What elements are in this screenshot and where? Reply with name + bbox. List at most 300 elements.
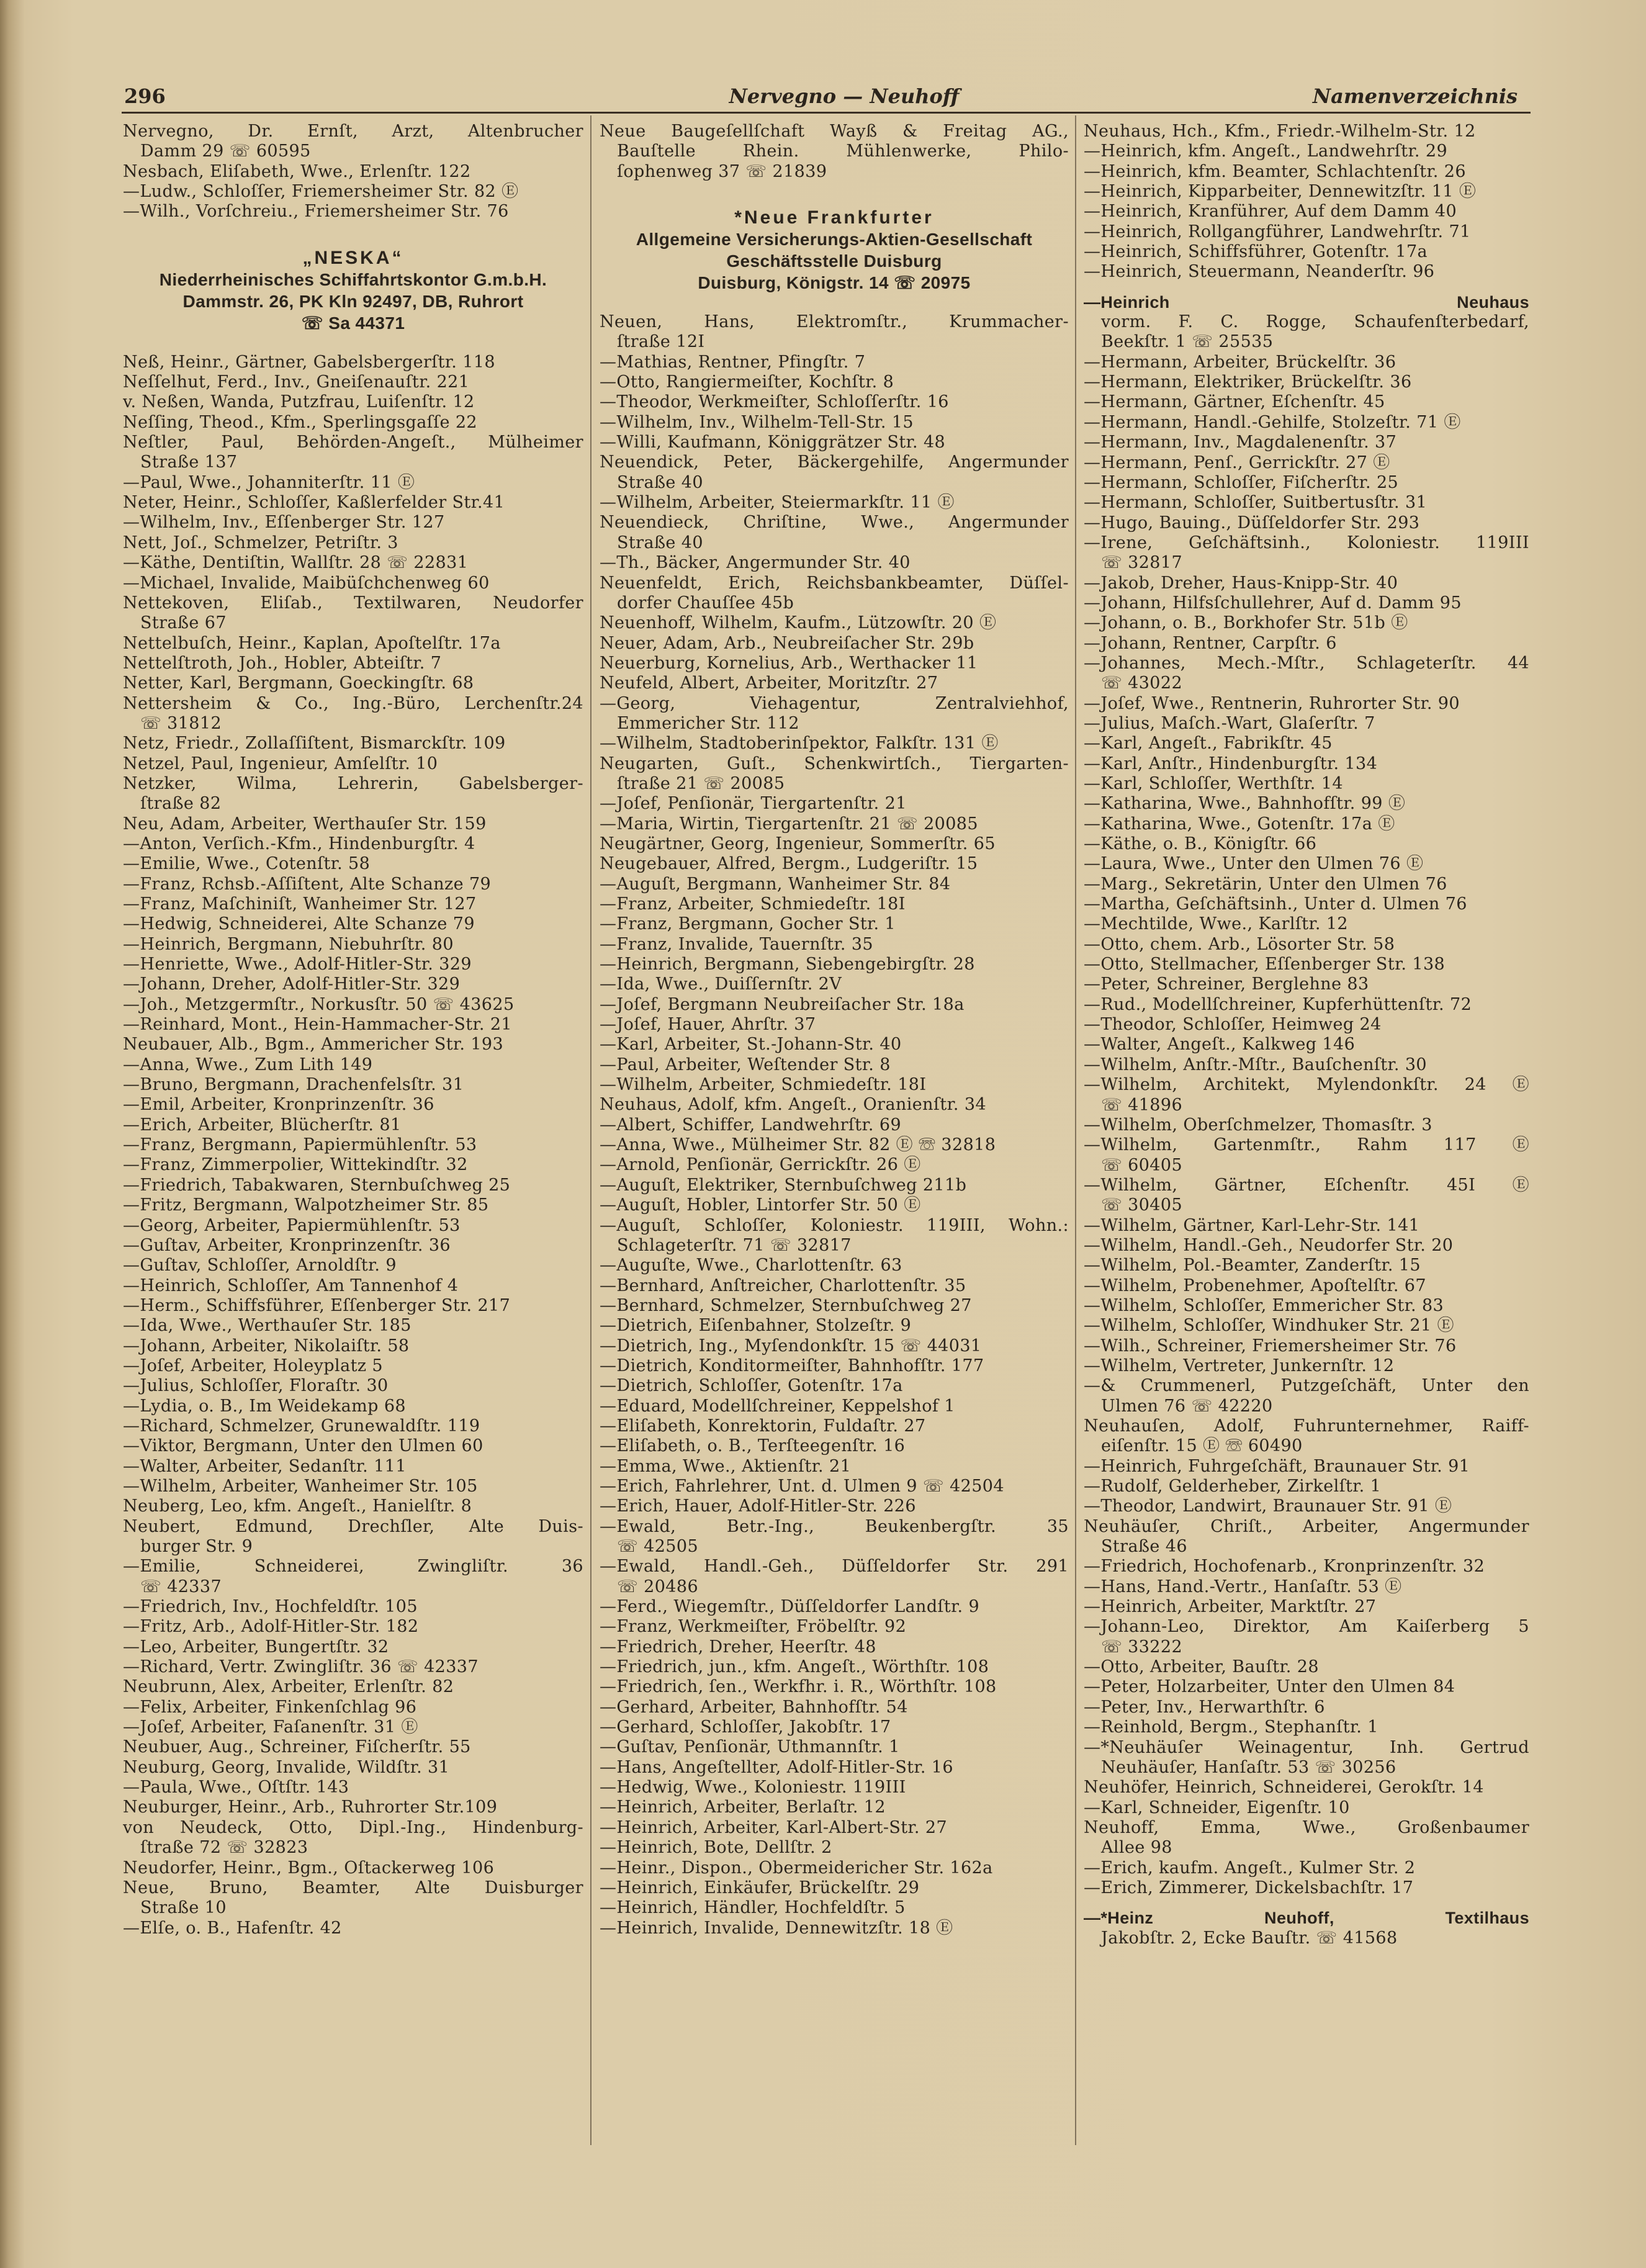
entry-line: —Fritz, Arb., Adolf-Hitler-Str. 182 — [123, 1617, 419, 1637]
directory-entry — [1084, 142, 1529, 161]
directory-entry — [1084, 1597, 1529, 1617]
directory-entry — [600, 1898, 1069, 1918]
entry-line: —Wilhelm, Handl.-Geh., Neudorfer Str. 20 — [1084, 1235, 1454, 1255]
entry-line: —Guſtav, Schloſſer, Arnoldſtr. 9 — [123, 1256, 397, 1276]
entry-continuation-line: ☏ 42505 — [617, 1537, 699, 1556]
directory-entry — [600, 854, 1069, 874]
entry-line: —Eliſabeth, o. B., Terſteegenſtr. 16 — [600, 1436, 906, 1456]
entry-line: —Hedwig, Wwe., Koloniestr. 119III — [600, 1778, 906, 1798]
entry-line: Neuberg, Leo, kfm. Angeſt., Hanielſtr. 8 — [123, 1496, 472, 1516]
directory-entry — [1084, 1015, 1529, 1035]
entry-line: —Laura, Wwe., Unter den Ulmen 76 Ⓔ — [1084, 854, 1424, 874]
directory-entry — [1084, 1908, 1529, 1948]
entry-line: —Theodor, Werkmeiſter, Schloſſerſtr. 16 — [600, 392, 949, 412]
directory-entry — [600, 613, 1069, 633]
directory-entry — [600, 1256, 1069, 1276]
entry-line: —Elſe, o. B., Hafenſtr. 42 — [123, 1918, 342, 1938]
entry-line: —Otto, Arbeiter, Bauſtr. 28 — [1084, 1657, 1319, 1677]
directory-entry — [600, 1436, 1069, 1456]
entry-line: —Marg., Sekretärin, Unter den Ulmen 76 — [1084, 874, 1447, 894]
entry-line: —Wilhelm, Schloſſer, Windhuker Str. 21 Ⓔ — [1084, 1316, 1454, 1336]
directory-entry — [123, 694, 583, 734]
entry-line: —Maria, Wirtin, Tiergartenſtr. 21 ☏ 20085 — [600, 814, 978, 834]
directory-entry — [1084, 774, 1529, 794]
entry-continuation-line: Emmericher Str. 112 — [617, 713, 800, 733]
directory-entry — [600, 1376, 1069, 1396]
entry-line: —Heinrich, Rollgangführer, Landwehrſtr. 71 — [1084, 222, 1471, 241]
directory-entry — [1084, 1557, 1529, 1577]
entry-continuation-line: ſtraße 82 — [140, 794, 222, 814]
directory-entry — [600, 1737, 1069, 1757]
directory-entry — [123, 1597, 583, 1617]
directory-entry — [1084, 593, 1529, 613]
entry-line: —Friedrich, Tabakwaren, Sternbuſchweg 25 — [123, 1175, 511, 1195]
directory-entry — [123, 854, 583, 874]
entry-line: —Felix, Arbeiter, Finkenſchlag 96 — [123, 1697, 417, 1717]
entry-line: —Ewald, Betr.-Ing., Beukenbergſtr. 35 — [600, 1516, 1069, 1536]
directory-entry — [1084, 1698, 1529, 1717]
entry-continuation-line: Straße 10 — [140, 1898, 227, 1918]
directory-entry — [123, 1517, 583, 1557]
entry-continuation-line: Allgemeine Versicherungs-Aktien-Gesellschaft — [636, 230, 1033, 250]
entry-line: Neuhaus, Hch., Kfm., Friedr.-Wilhelm-Str. 12 — [1084, 122, 1476, 141]
directory-entry — [600, 634, 1069, 654]
directory-entry — [1084, 1035, 1529, 1055]
directory-entry — [600, 122, 1069, 182]
directory-entry — [123, 1035, 583, 1055]
directory-entry — [123, 533, 583, 553]
directory-entry — [123, 914, 583, 934]
entry-line: Neudorfer, Heinr., Bgm., Oſtackerweg 106 — [123, 1858, 495, 1878]
directory-entry — [1084, 1336, 1529, 1356]
directory-entry — [600, 914, 1069, 934]
entry-line: —Walter, Arbeiter, Sedanſtr. 111 — [123, 1456, 407, 1476]
directory-entry — [600, 1216, 1069, 1256]
entry-line: —Heinrich, Schloſſer, Am Tannenhof 4 — [123, 1276, 459, 1295]
directory-entry — [123, 955, 583, 974]
directory-entry — [1084, 974, 1529, 994]
directory-entry — [123, 1376, 583, 1396]
directory-entry — [1084, 1376, 1529, 1416]
directory-entry — [600, 1818, 1069, 1838]
directory-entry — [1084, 473, 1529, 493]
entry-line: v. Neßen, Wanda, Putzfrau, Luiſenſtr. 12 — [123, 392, 475, 412]
directory-entry — [1084, 995, 1529, 1015]
entry-line: Neubert, Edmund, Drechſler, Alte Duis- — [123, 1516, 583, 1536]
entry-line: —Heinrich, Arbeiter, Karl-Albert-Str. 27 — [600, 1817, 948, 1837]
directory-entry — [123, 1216, 583, 1236]
directory-entry — [1084, 654, 1529, 694]
entry-line: —Hermann, Penſ., Gerrickſtr. 27 Ⓔ — [1084, 452, 1390, 472]
directory-entry — [123, 1397, 583, 1416]
entry-line: —Johann, Arbeiter, Nikolaiſtr. 58 — [123, 1336, 410, 1356]
entry-line: —Dietrich, Konditormeiſter, Bahnhofſtr. 177 — [600, 1356, 984, 1375]
entry-line: —Joſef, Wwe., Rentnerin, Ruhrorter Str. 90 — [1084, 693, 1460, 713]
directory-entry — [123, 1878, 583, 1919]
directory-entry — [123, 1296, 583, 1316]
directory-entry — [1084, 1717, 1529, 1737]
entry-line: —Franz, Rchsb.-Aſſiſtent, Alte Schanze 79 — [123, 874, 492, 894]
entry-line: —Dietrich, Eiſenbahner, Stolzeſtr. 9 — [600, 1316, 912, 1336]
directory-entry — [600, 1496, 1069, 1516]
directory-entry — [123, 1457, 583, 1477]
directory-entry — [123, 935, 583, 955]
entry-line: —Th., Bäcker, Angermunder Str. 40 — [600, 553, 911, 573]
directory-entry — [1084, 1316, 1529, 1336]
directory-entry — [123, 1717, 583, 1737]
entry-line: Neuhauſen, Adolf, Fuhrunternehmer, Raiff- — [1084, 1416, 1529, 1436]
entry-continuation-line: ☏ 30405 — [1101, 1195, 1183, 1215]
entry-line: Neuhäuſer, Chriſt., Arbeiter, Angermunder — [1084, 1516, 1529, 1536]
directory-entry — [1084, 574, 1529, 593]
entry-line: —Richard, Schmelzer, Grunewaldſtr. 119 — [123, 1416, 480, 1436]
entry-line: —Karl, Angeſt., Fabrikſtr. 45 — [1084, 734, 1333, 754]
directory-entry — [123, 593, 583, 634]
entry-line: —Viktor, Bergmann, Unter den Ulmen 60 — [123, 1436, 483, 1456]
directory-entry — [123, 834, 583, 854]
entry-continuation-line: Straße 137 — [140, 452, 238, 472]
directory-entry — [600, 794, 1069, 814]
entry-line: —Karl, Anſtr., Hindenburgſtr. 134 — [1084, 754, 1378, 773]
directory-entry — [123, 1256, 583, 1276]
directory-entry — [1084, 1577, 1529, 1597]
entry-line: —Wilhelm, Gartenmſtr., Rahm 117 Ⓔ — [1084, 1135, 1529, 1155]
directory-entry — [1084, 1216, 1529, 1236]
directory-entry — [600, 1296, 1069, 1316]
entry-line: —Otto, Stellmacher, Eſſenberger Str. 138 — [1084, 955, 1446, 974]
directory-entry — [600, 433, 1069, 452]
entry-line: —Ludw., Schloſſer, Friemersheimer Str. 82 Ⓔ — [123, 182, 519, 202]
entry-line: —Mechtilde, Wwe., Karlſtr. 12 — [1084, 914, 1348, 934]
directory-entry — [1084, 242, 1529, 262]
directory-entry — [1084, 453, 1529, 473]
directory-entry — [123, 754, 583, 774]
entry-line: —Karl, Arbeiter, St.-Johann-Str. 40 — [600, 1035, 902, 1055]
directory-entry — [600, 413, 1069, 433]
entry-line: —Heinrich, Arbeiter, Berlaſtr. 12 — [600, 1798, 886, 1817]
directory-entry — [1084, 372, 1529, 392]
entry-line: —Friedrich, ſen., Werkfhr. i. R., Wörthſtr. 108 — [600, 1677, 997, 1697]
entry-line: —Reinhold, Bergm., Stephanſtr. 1 — [1084, 1717, 1378, 1737]
entry-line: —Wilhelm, Vertreter, Junkernſtr. 12 — [1084, 1356, 1395, 1375]
entry-line: Neue, Bruno, Beamter, Alte Duisburger — [123, 1878, 583, 1897]
directory-entry — [1084, 1176, 1529, 1216]
directory-entry — [600, 312, 1069, 353]
directory-entry — [1084, 262, 1529, 282]
entry-line: —Albert, Schiffer, Landwehrſtr. 69 — [600, 1115, 902, 1135]
entry-line: —Hermann, Schloſſer, Fiſcherſtr. 25 — [1084, 472, 1399, 492]
entry-line: —Hermann, Arbeiter, Brückelſtr. 36 — [1084, 352, 1396, 372]
entry-line: —Eliſabeth, Konrektorin, Fuldaſtr. 27 — [600, 1416, 926, 1436]
entry-line: Netzker, Wilma, Lehrerin, Gabelsberger- — [123, 773, 583, 793]
entry-line: —Wilhelm, Gärtner, Karl-Lehr-Str. 141 — [1084, 1215, 1420, 1235]
directory-entry — [600, 1276, 1069, 1296]
entry-line: —Hans, Hand.-Vertr., Hanſaſtr. 53 Ⓔ — [1084, 1577, 1402, 1596]
entry-line: —Joh., Metzgermſtr., Norkusſtr. 50 ☏ 43625 — [123, 994, 515, 1014]
entry-line: —Emilie, Schneiderei, Zwingliſtr. 36 — [123, 1557, 583, 1577]
entry-line: —Auguſt, Elektriker, Sternbuſchweg 211b — [600, 1175, 967, 1195]
directory-entry — [1084, 202, 1529, 222]
directory-entry — [123, 1798, 583, 1817]
directory-entry — [123, 1015, 583, 1035]
directory-entry — [600, 1336, 1069, 1356]
entry-line: —Wilh., Schreiner, Friemersheimer Str. 76 — [1084, 1336, 1457, 1356]
entry-line: —Bruno, Bergmann, Drachenfelsſtr. 31 — [123, 1075, 464, 1095]
directory-entry — [123, 413, 583, 433]
directory-entry — [600, 1477, 1069, 1496]
directory-entry — [1084, 854, 1529, 874]
directory-entry — [600, 392, 1069, 412]
entry-line: —Wilhelm, Inv., Wilhelm-Tell-Str. 15 — [600, 412, 914, 432]
entry-continuation-line: Dammstr. 26, PK Kln 92497, DB, Ruhrort — [182, 291, 524, 311]
entry-continuation-line: ☏ 43022 — [1101, 673, 1183, 693]
entry-line: —Theodor, Landwirt, Braunauer Str. 91 Ⓔ — [1084, 1496, 1452, 1516]
entry-line: —Dietrich, Ing., Myſendonkſtr. 15 ☏ 44031 — [600, 1336, 982, 1356]
entry-line: Neter, Heinr., Schloſſer, Kaßlerfelder Str.41 — [123, 493, 505, 513]
section-title: Namenverzeichnis — [1312, 84, 1518, 108]
entry-line: —Joſef, Bergmann Neubreiſacher Str. 18a — [600, 994, 965, 1014]
entry-line: —Richard, Vertr. Zwingliſtr. 36 ☏ 42337 — [123, 1657, 479, 1677]
entry-line: Neß, Heinr., Gärtner, Gabelsbergerſtr. 118 — [123, 352, 495, 372]
directory-entry — [1084, 794, 1529, 814]
directory-entry — [123, 1055, 583, 1075]
directory-entry — [123, 122, 583, 162]
entry-line: —Karl, Schneider, Eigenſtr. 10 — [1084, 1798, 1350, 1817]
directory-entry — [123, 1477, 583, 1496]
entry-line: —Heinrich Neuhaus — [1084, 292, 1529, 312]
entry-line: —Heinrich, Fuhrgeſchäft, Braunauer Str. 91 — [1084, 1456, 1470, 1476]
entry-line: Neufeld, Albert, Arbeiter, Moritzſtr. 27 — [600, 673, 938, 693]
directory-column-2 — [600, 122, 1069, 1938]
entry-line: Neubuer, Aug., Schreiner, Fiſcherſtr. 55 — [123, 1737, 471, 1757]
entry-line: —Erich, kaufm. Angeſt., Kulmer Str. 2 — [1084, 1858, 1416, 1878]
directory-entry — [1084, 222, 1529, 242]
entry-continuation-line: ☏ 42337 — [140, 1577, 222, 1596]
directory-entry — [1084, 1135, 1529, 1176]
entry-continuation-line: Beekſtr. 1 ☏ 25535 — [1101, 332, 1274, 352]
entry-line: Nettekoven, Eliſab., Textilwaren, Neudorfer — [123, 593, 583, 613]
entry-line: —Gerhard, Arbeiter, Bahnhofſtr. 54 — [600, 1697, 908, 1717]
entry-line: —Heinrich, Einkäufer, Brückelſtr. 29 — [600, 1878, 920, 1897]
entry-line: Neubrunn, Alex, Arbeiter, Erlenſtr. 82 — [123, 1677, 454, 1697]
directory-entry — [123, 392, 583, 412]
directory-entry — [1084, 433, 1529, 452]
directory-entry — [600, 1557, 1069, 1597]
entry-line: —Wilhelm, Inv., Eſſenberger Str. 127 — [123, 513, 445, 533]
directory-entry — [600, 353, 1069, 372]
directory-entry — [600, 814, 1069, 834]
entry-line: Neuen, Hans, Elektromſtr., Krummacher- — [600, 312, 1069, 332]
entry-line: —Anna, Wwe., Mülheimer Str. 82 Ⓔ ☏ 32818 — [600, 1135, 996, 1155]
directory-entry — [600, 1035, 1069, 1055]
directory-column-3 — [1084, 122, 1529, 1948]
entry-line: Nesbach, Eliſabeth, Wwe., Erlenſtr. 122 — [123, 161, 471, 181]
entry-continuation-line: eiſenſtr. 15 Ⓔ ☏ 60490 — [1101, 1436, 1303, 1456]
entry-line: —Wilhelm, Arbeiter, Steiermarkſtr. 11 Ⓔ — [600, 493, 955, 513]
entry-line: —Gerhard, Schloſſer, Jakobſtr. 17 — [600, 1717, 891, 1737]
entry-line: —Bernhard, Anſtreicher, Charlottenſtr. 35 — [600, 1276, 966, 1295]
entry-line: —Auguſt, Schloſſer, Koloniestr. 119III, Wohn.: — [600, 1215, 1069, 1235]
entry-continuation-line: ☏ 33222 — [1101, 1637, 1183, 1657]
entry-line: —Erich, Hauer, Adolf-Hitler-Str. 226 — [600, 1496, 916, 1516]
entry-line: Neugärtner, Georg, Ingenieur, Sommerſtr. 65 — [600, 834, 996, 853]
directory-entry — [600, 974, 1069, 994]
entry-line: —Willi, Kaufmann, Königgrätzer Str. 48 — [600, 433, 946, 452]
directory-entry — [1084, 292, 1529, 353]
entry-line: —Franz, Werkmeiſter, Fröbelſtr. 92 — [600, 1617, 907, 1637]
entry-line: —Arnold, Penſionär, Gerrickſtr. 26 Ⓔ — [600, 1155, 921, 1175]
directory-entry — [1084, 1236, 1529, 1256]
directory-entry — [123, 1698, 583, 1717]
entry-line: —Lydia, o. B., Im Weidekamp 68 — [123, 1396, 406, 1416]
entry-line: —Wilhelm, Oberſchmelzer, Thomasſtr. 3 — [1084, 1115, 1432, 1135]
directory-entry — [123, 1677, 583, 1697]
entry-line: —Martha, Geſchäftsinh., Unter d. Ulmen 76 — [1084, 894, 1467, 914]
entry-line: Neuenhoff, Wilhelm, Kaufm., Lützowſtr. 20 Ⓔ — [600, 613, 997, 633]
entry-line: —Peter, Holzarbeiter, Unter den Ulmen 84 — [1084, 1677, 1455, 1697]
advertisement-block — [600, 182, 1069, 312]
directory-entry — [123, 1858, 583, 1878]
entry-continuation-line: Damm 29 ☏ 60595 — [140, 142, 311, 161]
entry-line: —Wilhelm, Architekt, Mylendonkſtr. 24 Ⓔ — [1084, 1075, 1529, 1095]
entry-line: —Auguſt, Hobler, Lintorfer Str. 50 Ⓔ — [600, 1195, 921, 1215]
entry-line: *Neue Frankfurter — [734, 207, 934, 228]
directory-entry — [600, 1758, 1069, 1778]
directory-entry — [123, 1496, 583, 1516]
directory-entry — [1084, 1075, 1529, 1115]
directory-entry — [123, 814, 583, 834]
entry-line: Netter, Karl, Bergmann, Goeckingſtr. 68 — [123, 673, 474, 693]
directory-entry — [1084, 714, 1529, 734]
entry-line: —Julius, Maſch.-Wart, Glaſerſtr. 7 — [1084, 713, 1375, 733]
directory-entry — [123, 875, 583, 894]
directory-entry — [123, 1115, 583, 1135]
directory-entry — [600, 875, 1069, 894]
entry-line: —Franz, Bergmann, Papiermühlenſtr. 53 — [123, 1135, 477, 1155]
directory-entry — [123, 202, 583, 222]
directory-column-1 — [123, 122, 583, 1938]
entry-line: Nett, Joſ., Schmelzer, Petriſtr. 3 — [123, 533, 398, 552]
directory-entry — [600, 694, 1069, 734]
directory-entry — [123, 513, 583, 533]
entry-continuation-line: dorfer Chauſſee 45b — [617, 593, 794, 613]
entry-line: —Heinrich, Händler, Hochfeldſtr. 5 — [600, 1898, 906, 1918]
entry-line: —Heinrich, Steuermann, Neanderſtr. 96 — [1084, 262, 1435, 282]
directory-entry — [1084, 533, 1529, 574]
entry-continuation-line: ſtraße 21 ☏ 20085 — [617, 773, 785, 793]
directory-entry — [1084, 182, 1529, 202]
directory-entry — [1084, 955, 1529, 974]
entry-continuation-line: ☏ 31812 — [140, 713, 222, 733]
directory-entry — [600, 1778, 1069, 1798]
directory-entry — [1084, 1738, 1529, 1778]
directory-entry — [1084, 162, 1529, 182]
entry-line: —Wilhelm, Arbeiter, Schmiedeſtr. 18I — [600, 1075, 927, 1095]
directory-entry — [123, 372, 583, 392]
entry-line: Neuburger, Heinr., Arb., Ruhrorter Str.109 — [123, 1798, 498, 1817]
directory-entry — [123, 353, 583, 372]
directory-entry — [123, 974, 583, 994]
directory-entry — [123, 493, 583, 513]
directory-entry — [600, 1135, 1069, 1155]
entry-line: von Neudeck, Otto, Dipl.-Ing., Hindenburg- — [123, 1817, 583, 1837]
directory-entry — [600, 935, 1069, 955]
entry-line: —Katharina, Wwe., Gotenſtr. 17a Ⓔ — [1084, 814, 1395, 834]
entry-continuation-line: ſtraße 12I — [617, 332, 705, 352]
entry-line: —Johann, Dreher, Adolf-Hitler-Str. 329 — [123, 974, 461, 994]
directory-entry — [1084, 754, 1529, 774]
entry-line: —Franz, Arbeiter, Schmiedeſtr. 18I — [600, 894, 906, 914]
directory-entry — [600, 553, 1069, 573]
entry-line: Nettelbuſch, Heinr., Kaplan, Apoſtelſtr. 17a — [123, 633, 501, 653]
directory-entry — [600, 493, 1069, 513]
entry-line: —Hermann, Handl.-Gehilfe, Stolzeſtr. 71 Ⓔ — [1084, 412, 1461, 432]
directory-entry — [123, 1336, 583, 1356]
directory-entry — [1084, 1798, 1529, 1818]
entry-line: —Bernhard, Schmelzer, Sternbuſchweg 27 — [600, 1295, 972, 1315]
entry-line: —Johannes, Mech.-Mſtr., Schlageterſtr. 44 — [1084, 653, 1529, 673]
directory-entry — [600, 1517, 1069, 1557]
directory-entry — [123, 734, 583, 754]
entry-line: —Paul, Arbeiter, Weſtender Str. 8 — [600, 1055, 891, 1074]
entry-line: —Otto, Rangiermeiſter, Kochſtr. 8 — [600, 372, 894, 392]
entry-line: —Heinrich, Schiffsführer, Gotenſtr. 17a — [1084, 242, 1428, 262]
entry-continuation-line: ſtraße 72 ☏ 32823 — [140, 1838, 308, 1858]
entry-line: —Guſtav, Penſionär, Uthmannſtr. 1 — [600, 1737, 900, 1757]
directory-entry — [1084, 1477, 1529, 1496]
entry-line: Neuendick, Peter, Bäckergehilfe, Angermunder — [600, 452, 1069, 472]
entry-line: —Käthe, Dentiſtin, Wallſtr. 28 ☏ 22831 — [123, 553, 469, 573]
directory-entry — [1084, 1276, 1529, 1296]
directory-entry — [1084, 1818, 1529, 1858]
directory-entry — [1084, 1055, 1529, 1075]
entry-line: —Rudolf, Gelderheber, Zirkelſtr. 1 — [1084, 1477, 1382, 1496]
entry-line: —Erich, Zimmerer, Dickelsbachſtr. 17 — [1084, 1878, 1414, 1897]
entry-continuation-line: vorm. F. C. Rogge, Schaufenſterbedarf, — [1101, 312, 1529, 332]
entry-line: —Wilhelm, Pol.-Beamter, Zanderſtr. 15 — [1084, 1256, 1421, 1276]
entry-line: —Heinrich, Kipparbeiter, Dennewitzſtr. 11 Ⓔ — [1084, 182, 1477, 202]
directory-entry — [1084, 1677, 1529, 1697]
directory-entry — [1084, 814, 1529, 834]
directory-entry — [600, 995, 1069, 1015]
directory-entry — [1084, 1617, 1529, 1657]
entry-line: —Hugo, Bauing., Düſſeldorfer Str. 293 — [1084, 513, 1420, 533]
directory-entry — [123, 1135, 583, 1155]
directory-entry — [1084, 493, 1529, 513]
directory-entry — [600, 754, 1069, 794]
entry-line: Nettelſtroth, Joh., Hobler, Abteiſtr. 7 — [123, 653, 442, 673]
entry-continuation-line: Straße 40 — [617, 472, 703, 492]
entry-line: —Johann-Leo, Direktor, Am Kaiſerberg 5 — [1084, 1617, 1529, 1637]
entry-line: —*Neuhäuſer Weinagentur, Inh. Gertrud — [1084, 1737, 1529, 1757]
entry-line: —Emilie, Wwe., Cotenſtr. 58 — [123, 854, 371, 874]
directory-entry — [600, 1316, 1069, 1336]
directory-entry — [600, 1457, 1069, 1477]
entry-line: —Jakob, Dreher, Haus-Knipp-Str. 40 — [1084, 573, 1398, 593]
directory-entry — [123, 1155, 583, 1175]
entry-continuation-line: Bauſtelle Rhein. Mühlenwerke, Philo- — [617, 142, 1069, 161]
entry-continuation-line: Geschäftsstelle Duisburg — [726, 251, 942, 271]
directory-entry — [1084, 875, 1529, 894]
entry-continuation-line: ☏ 41896 — [1101, 1095, 1183, 1115]
entry-line: —Johann, Hilfsſchullehrer, Auf d. Damm 95 — [1084, 593, 1462, 613]
page-name-range: Nervegno — Neuhoff — [729, 84, 960, 108]
directory-entry — [123, 1557, 583, 1597]
entry-continuation-line: Neuhäuſer, Hanſaſtr. 53 ☏ 30256 — [1101, 1757, 1396, 1777]
directory-entry — [1084, 1256, 1529, 1276]
directory-entry — [600, 1055, 1069, 1075]
entry-line: —Johann, Rentner, Carpſtr. 6 — [1084, 633, 1337, 653]
